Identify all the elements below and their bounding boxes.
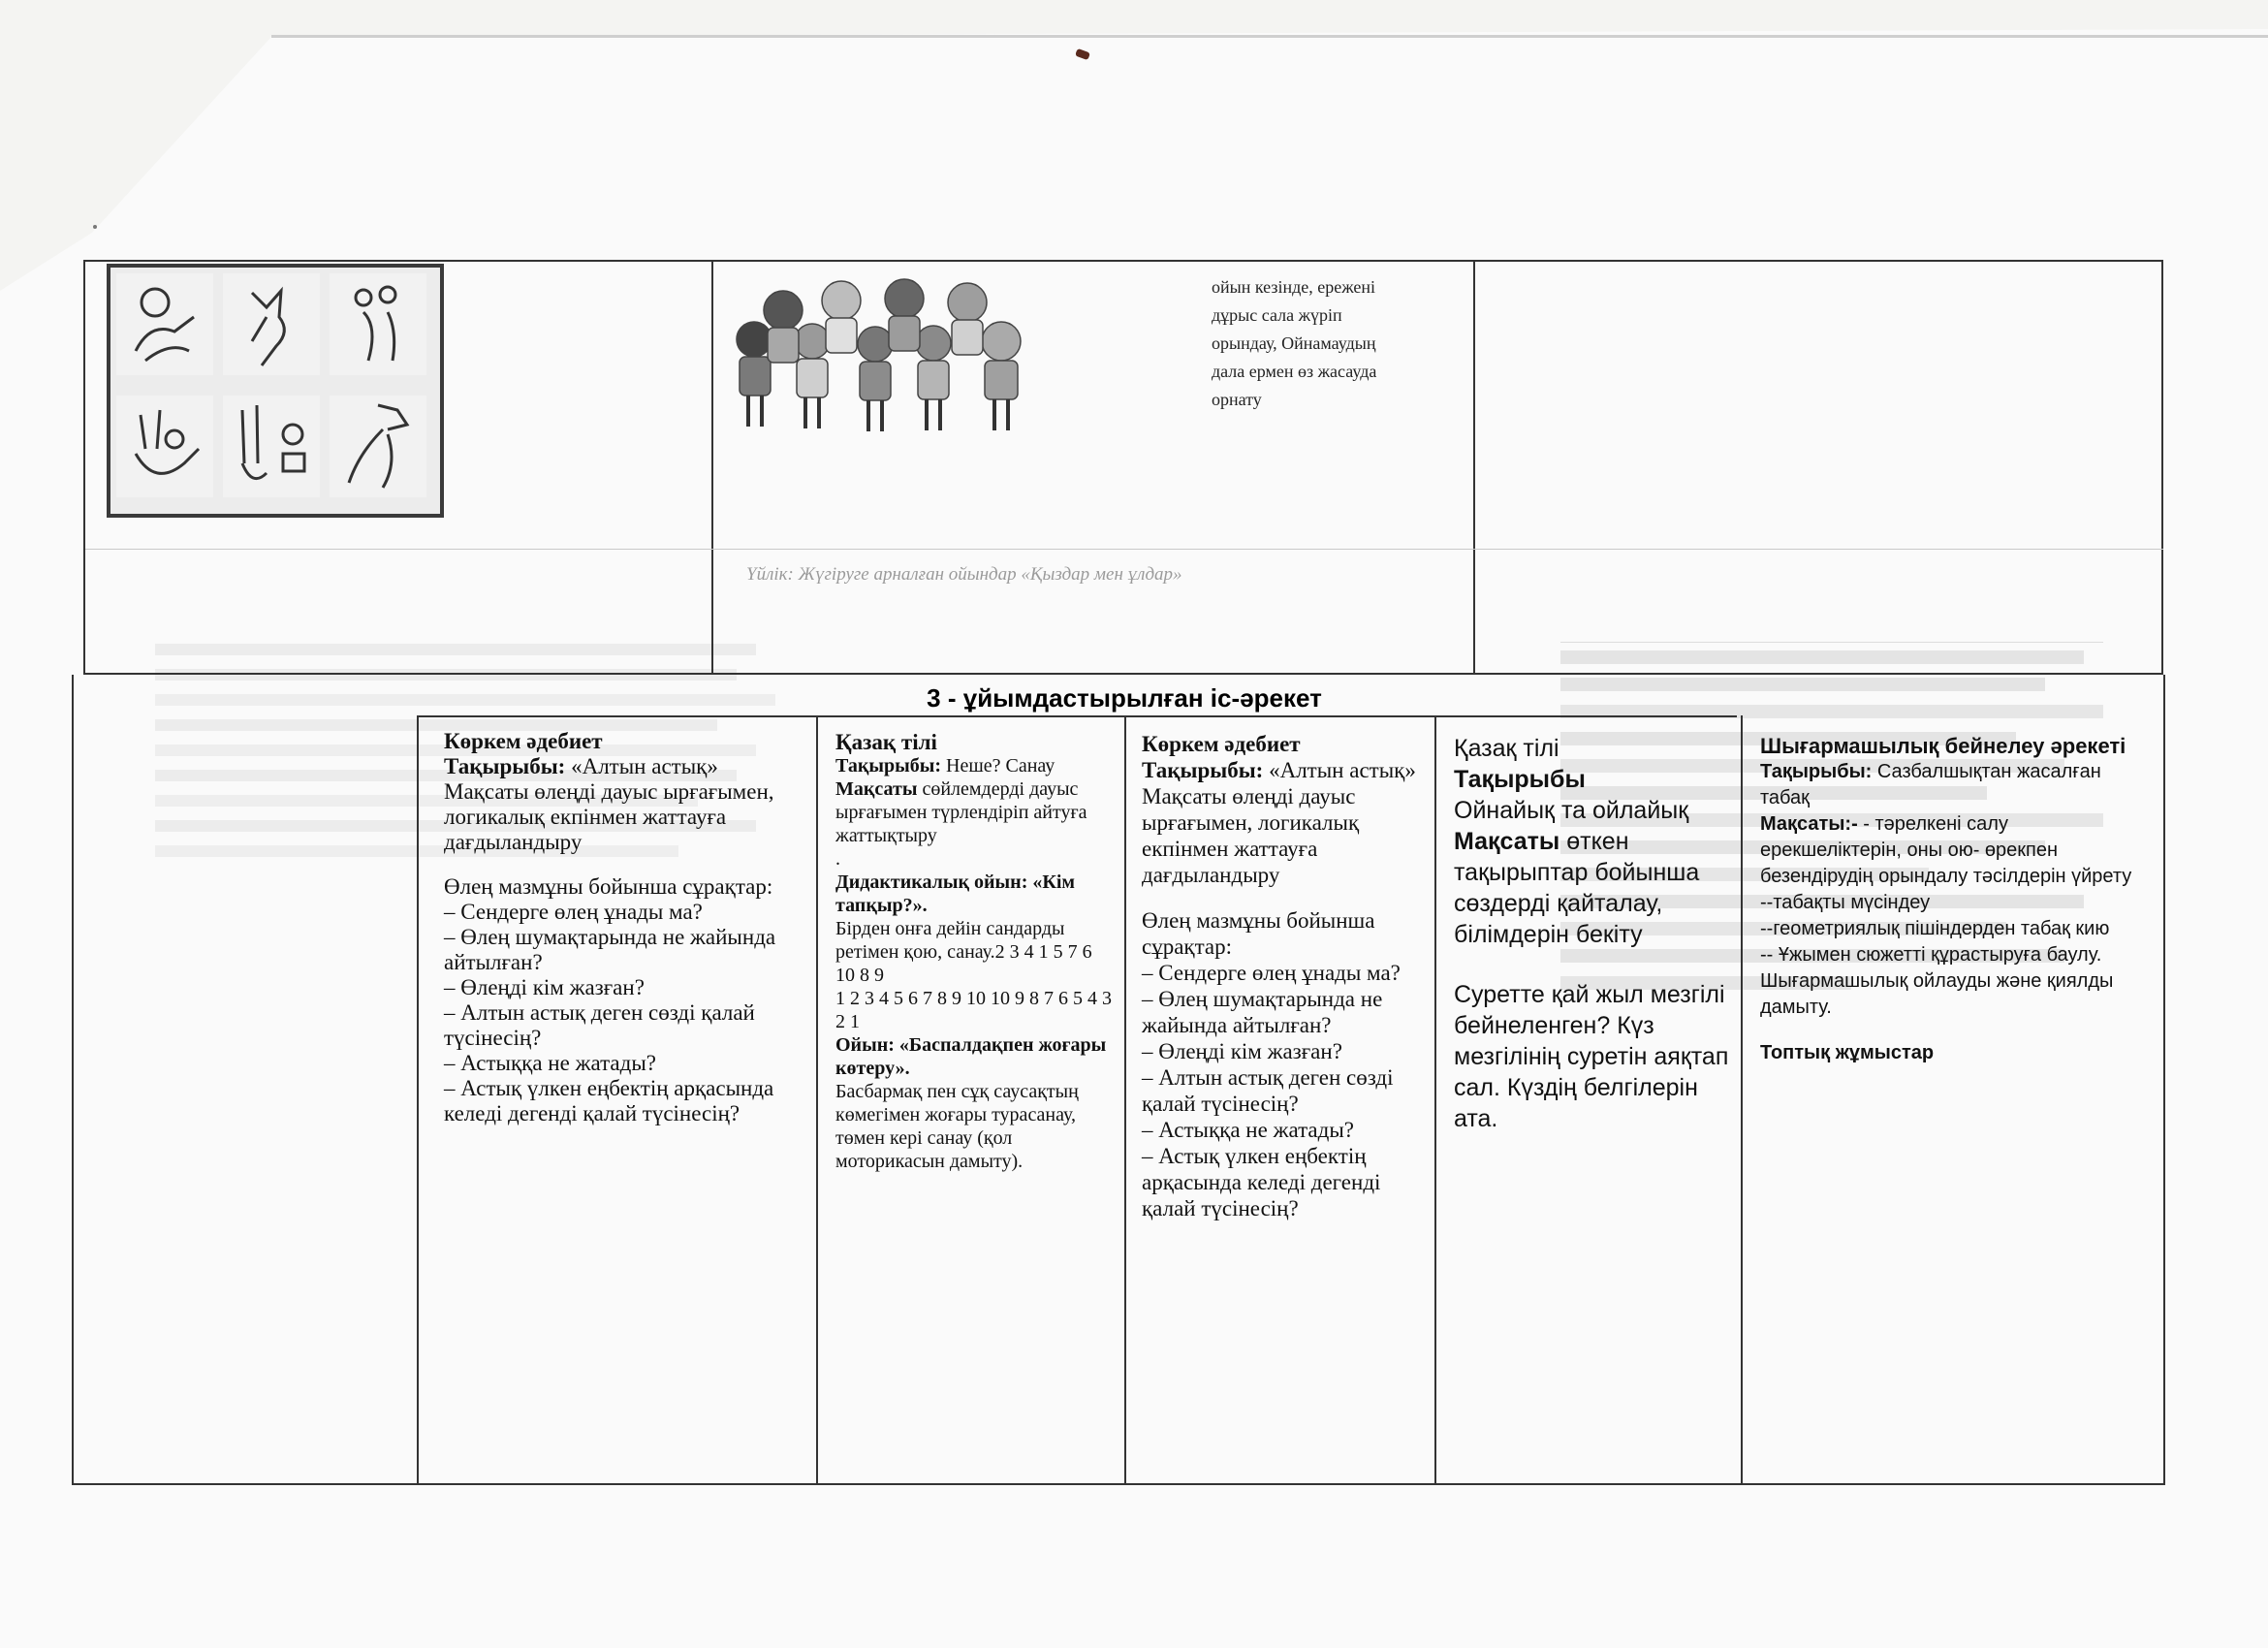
question-item: – Өлеңді кім жазған? bbox=[444, 975, 645, 999]
paper-speck-small bbox=[93, 225, 97, 229]
topic-label: Тақырыбы: bbox=[444, 754, 566, 778]
top-table-divider-1 bbox=[711, 260, 713, 675]
subject-title: Шығармашылық бейнелеу әрекеті bbox=[1760, 734, 2126, 758]
question-item: – Өлең шумақтарында не жайында айтылған? bbox=[444, 925, 776, 974]
question-item: – Астық үлкен еңбектің арқасында келеді дегенді қалай түсінесің? bbox=[1142, 1144, 1381, 1220]
questions-title: Өлең мазмұны бойынша сұрақтар: bbox=[444, 874, 773, 899]
game2-text: Басбармақ пен сұқ саусақтың көмегімен жоғары турасанау, төмен кері санау (қол моторикасын дамыту). bbox=[835, 1081, 1079, 1172]
question-item: – Алтын астық деген сөзді қалай түсінесің? bbox=[1142, 1065, 1394, 1116]
top-table-border-top bbox=[85, 260, 2163, 262]
goal-label: Мақсаты bbox=[835, 778, 918, 800]
goal-text: өткен тақырыптар бойынша сөздерді қайталау, білімдерін бекіту bbox=[1454, 828, 1700, 948]
lower-table-top bbox=[417, 715, 1737, 717]
bullet-item: -- Ұжымен сюжетті құрастыруға баулу. Шығармашылық ойлауды және қиялды дамыту. bbox=[1760, 944, 2114, 1018]
top-table-right-border bbox=[2161, 260, 2163, 675]
lower-col-div-5 bbox=[1741, 715, 1743, 1485]
faded-note-line-1: ойын кезінде, ережені bbox=[1212, 277, 1376, 297]
top-table-border-bottom bbox=[85, 673, 2163, 675]
finger-play-illustration bbox=[107, 264, 444, 518]
goal-text: - тәрелкені салу ерекшеліктерін, оны ою- өрекпен безендірудің орындалу тәсілдерін үйрету bbox=[1760, 813, 2132, 887]
goal-label: Мақсаты bbox=[444, 779, 529, 804]
faded-note-line-2: дұрыс сала жүріп bbox=[1212, 305, 1342, 325]
lower-table-bottom bbox=[72, 1483, 2165, 1485]
hand-rabbit-drum-icon bbox=[223, 396, 320, 497]
lower-table-right bbox=[2163, 675, 2165, 1485]
column-kazakh-language-2 bbox=[1454, 733, 1735, 1134]
subject-title: Қазақ тілі bbox=[1454, 735, 1559, 762]
page-top-edge bbox=[271, 35, 2268, 38]
topic-value: «Алтын астық» bbox=[571, 754, 718, 778]
goal-label: Мақсаты bbox=[1454, 828, 1560, 855]
topic-value: Сазбалшықтан жасалған табақ bbox=[1760, 761, 2101, 808]
lower-table-left bbox=[72, 675, 74, 1485]
questions-title: Өлең мазмұны бойынша сұрақтар: bbox=[1142, 908, 1375, 959]
topic-value: Неше? Санау bbox=[946, 755, 1055, 776]
topic-label: Тақырыбы bbox=[1454, 766, 1586, 793]
faded-note-line-3: орындау, Ойнамаудың bbox=[1212, 333, 1376, 353]
goal-text: сөйлемдерді дауыс ырғағымен түрлендіріп айтуға жаттықтыру bbox=[835, 778, 1087, 846]
group-work-label: Топтық жұмыстар bbox=[1760, 1042, 1935, 1063]
column-visual-arts bbox=[1760, 733, 2148, 1066]
lower-col-div-4 bbox=[1434, 715, 1436, 1485]
lower-col-div-2 bbox=[816, 715, 818, 1485]
goal-label: Мақсаты:- bbox=[1760, 813, 1858, 835]
game2-title: Ойын: «Баспалдақпен жоғары көтеру». bbox=[835, 1034, 1107, 1079]
top-faded-note bbox=[1212, 273, 1415, 414]
goal-label: Мақсаты bbox=[1142, 784, 1227, 808]
question-item: – Сендерге өлең ұнады ма? bbox=[444, 900, 703, 924]
hand-horse-icon bbox=[330, 396, 426, 497]
column-literature-2 bbox=[1142, 731, 1429, 1221]
top-table-divider-2 bbox=[1473, 260, 1475, 675]
top-table-left-border bbox=[83, 260, 85, 675]
children-group-illustration bbox=[725, 271, 1045, 446]
game1-title: Дидактикалық ойын: «Кім тапқыр?». bbox=[835, 872, 1076, 916]
column-literature-1 bbox=[444, 729, 803, 1126]
question-item: – Алтын астық деген сөзді қалай түсінесің? bbox=[444, 1000, 755, 1050]
hand-wolf-icon bbox=[223, 273, 320, 375]
faded-note-line-5: орнату bbox=[1212, 390, 1262, 409]
goal-text: өлеңді дауыс ырғағымен, логикалық екпінмен жаттауға дағдыландыру bbox=[1142, 784, 1360, 887]
hand-bunny-icon bbox=[116, 396, 213, 497]
question-item: – Астыққа не жатады? bbox=[444, 1051, 656, 1075]
lower-col-div-1 bbox=[417, 715, 419, 1485]
question-item: – Өлең шумақтарында не жайында айтылған? bbox=[1142, 987, 1383, 1037]
subject-title: Көркем әдебиет bbox=[1142, 732, 1301, 756]
task-text: Суретте қай жыл мезгілі бейнеленген? Күз мезгілінің суретін аяқтап сал. Күздің белгілерін ата. bbox=[1454, 981, 1729, 1132]
question-item: – Сендерге өлең ұнады ма? bbox=[1142, 961, 1401, 985]
faint-inner-line bbox=[85, 549, 2163, 550]
goal-text: өлеңді дауыс ырғағымен, логикалық екпінмен жаттауға дағдыландыру bbox=[444, 779, 774, 854]
question-item: – Астық үлкен еңбектің арқасында келеді дегенді қалай түсінесің? bbox=[444, 1076, 774, 1125]
question-item: – Астыққа не жатады? bbox=[1142, 1118, 1354, 1142]
subject-title: Қазақ тілі bbox=[835, 730, 937, 754]
bullet-item: --геометриялық пішіндерден табақ кию bbox=[1760, 918, 2110, 939]
upper-faded-heading: Үйлік: Жүгіруге арналған ойындар «Қыздар мен ұлдар» bbox=[746, 564, 1182, 585]
question-item: – Өлеңді кім жазған? bbox=[1142, 1039, 1342, 1063]
topic-value: «Алтын астық» bbox=[1269, 758, 1416, 782]
dot-mark: . bbox=[835, 848, 840, 870]
topic-label: Тақырыбы: bbox=[835, 755, 941, 776]
hand-dog-icon bbox=[116, 273, 213, 375]
hand-mouse-icon bbox=[330, 273, 426, 375]
topic-label: Тақырыбы: bbox=[1142, 758, 1264, 782]
lower-col-div-3 bbox=[1124, 715, 1126, 1485]
number-line: 1 2 3 4 5 6 7 8 9 10 10 9 8 7 6 5 4 3 2 1 bbox=[835, 988, 1112, 1032]
topic-label: Тақырыбы: bbox=[1760, 761, 1873, 782]
topic-value: Ойнайық та ойлайық bbox=[1454, 797, 1689, 824]
column-kazakh-language-1 bbox=[835, 731, 1113, 1173]
page-title: 3 - ұйымдастырылған іс-әрекет bbox=[927, 683, 1322, 713]
faded-note-line-4: дала ермен өз жасауда bbox=[1212, 362, 1377, 381]
game1-text: Бірден онға дейін сандарды ретімен қою, санау.2 3 4 1 5 7 6 10 8 9 bbox=[835, 918, 1092, 986]
bullet-item: --табақты мүсіндеу bbox=[1760, 892, 1931, 913]
subject-title: Көркем әдебиет bbox=[444, 729, 603, 753]
